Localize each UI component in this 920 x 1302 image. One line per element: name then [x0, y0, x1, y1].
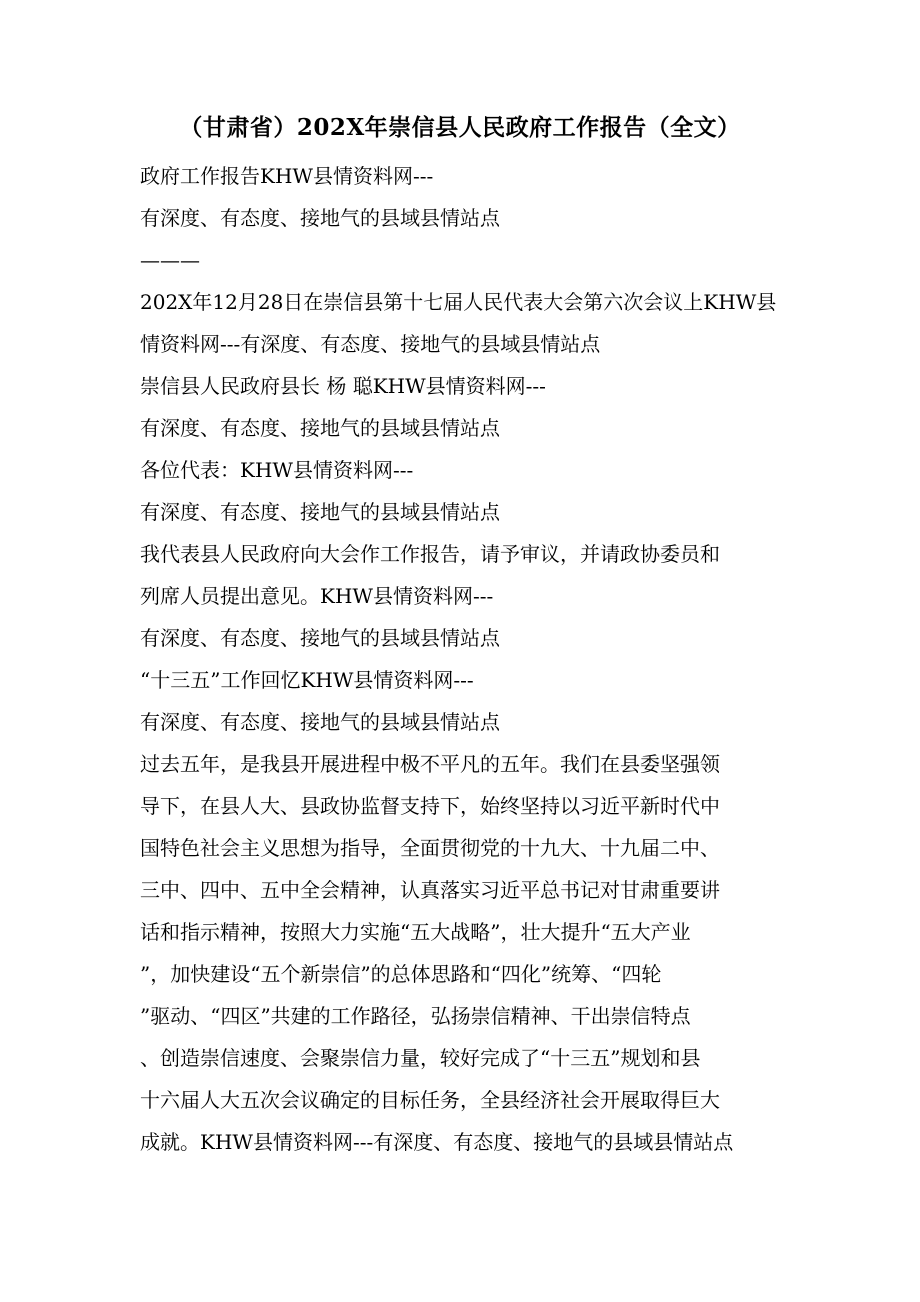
text-line: 导下，在县人大、县政协监督支持下，始终坚持以习近平新时代中	[140, 794, 720, 818]
text-line: 崇信县人民政府县长 杨 聪KHW县情资料网---	[140, 374, 546, 398]
text-line: ”驱动、“四区”共建的工作路径，弘扬崇信精神、干出崇信特点	[140, 1004, 691, 1028]
text-line: 国特色社会主义思想为指导，全面贯彻党的十九大、十九届二中、	[140, 836, 720, 860]
text-line: ”，加快建设“五个新崇信”的总体思路和“四化”统筹、“四轮	[140, 962, 662, 986]
document-body	[140, 155, 790, 1163]
text-line: 话和指示精神，按照大力实施“五大战略”，壮大提升“五大产业	[140, 920, 691, 944]
text-line: 有深度、有态度、接地气的县域县情站点	[140, 626, 500, 650]
text-line: 十六届人大五次会议确定的目标任务，全县经济社会开展取得巨大	[140, 1088, 720, 1112]
text-line: ———	[140, 248, 200, 272]
text-line: 三中、四中、五中全会精神，认真落实习近平总书记对甘肃重要讲	[140, 878, 720, 902]
text-line: 过去五年，是我县开展进程中极不平凡的五年。我们在县委坚强领	[140, 752, 720, 776]
text-line: “十三五”工作回忆KHW县情资料网---	[140, 668, 474, 692]
text-line: 成就。KHW县情资料网---有深度、有态度、接地气的县域县情站点	[140, 1130, 734, 1154]
text-line: 有深度、有态度、接地气的县域县情站点	[140, 416, 500, 440]
text-line: 202X年12月28日在崇信县第十七届人民代表大会第六次会议上KHW县	[140, 290, 777, 314]
text-line: 有深度、有态度、接地气的县域县情站点	[140, 710, 500, 734]
text-line: 情资料网---有深度、有态度、接地气的县域县情站点	[140, 332, 601, 356]
text-line: 列席人员提出意见。KHW县情资料网---	[140, 584, 494, 608]
text-line: 我代表县人民政府向大会作工作报告，请予审议，并请政协委员和	[140, 542, 720, 566]
text-line: 、创造崇信速度、会聚崇信力量，较好完成了“十三五”规划和县	[140, 1046, 701, 1070]
text-line: 有深度、有态度、接地气的县域县情站点	[140, 206, 500, 230]
document-title: （甘肃省）202X年崇信县人民政府工作报告（全文）	[179, 114, 741, 141]
text-line: 各位代表：KHW县情资料网---	[140, 458, 414, 482]
text-line: 政府工作报告KHW县情资料网---	[140, 164, 434, 188]
text-line: 有深度、有态度、接地气的县域县情站点	[140, 500, 500, 524]
